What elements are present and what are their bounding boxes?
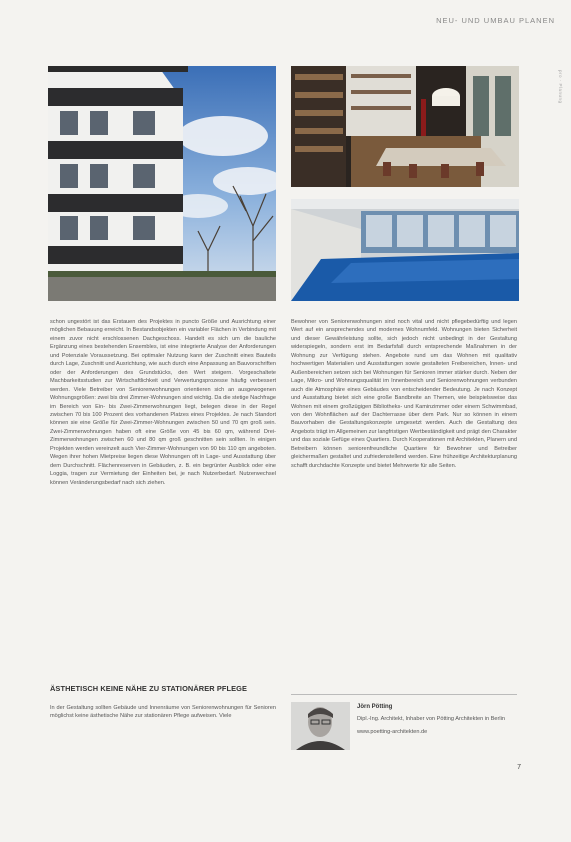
article-paragraph: In der Gestaltung sollten Gebäude und Innenräume von Seniorenwohnungen für Senioren möglichst keine ästhetische Nähe zur stationären Pflege aufweisen. Viele [50, 705, 276, 720]
author-info [357, 703, 517, 736]
author-photo [291, 702, 350, 750]
side-text: pro · Planung [558, 70, 563, 104]
author-website-link[interactable]: www.poetting-architekten.de [357, 728, 428, 735]
author-name: Jörn Pötting [357, 704, 393, 710]
article-column-2 [291, 318, 517, 470]
article-subheading: ÄSTHETISCH KEINE NÄHE ZU STATIONÄRER PFLEGE [50, 684, 248, 693]
article-column-1 [50, 318, 276, 487]
article-paragraph: schon ungestört ist das Erstauen des Projektes in puncto Größe und Ausrichtung einer möglichen Bebauung erreicht. In Bestandsobjekten ein variabler Flächen in Verbindung mit einem zuvor nicht erschlossenen Dachgeschoss. Handelt es sich um die bauliche Ergänzung eines bestehenden Ensembles, ist eine integrierte Analyse der Anforderungen und Potenziale Voraussetzung. Bei optimaler Nutzung kann der Zuschnitt eines Bauteils durch Lage, Zuschnitt und Ausrichtung, wie auch durch eine Anpassung an Bauvorschriften oder der Anforderungen des Grundstücks, den Wert steigern. Vorgeschaltete Machbarkeitsstudien zur Wirtschaftlichkeit und Verwertungsprozesse häufig verbessert werden. Viele Betreiber von Seniorenwohnungen orientieren sich an ausgewogenen Wohnungsgrößen: zwei bis drei Zimmer-Wohnungen sind wichtig. Da die stetige Nachfrage im Bereich von Ein- bis Zwei-Zimmerwohnungen liegt, belegen diese in der Regel zwischen 70 bis 100 Prozent des vorhandenen Platzes eines Projektes. Je nach Standort können sie eine Größe für Zwei-Zimmer-Wohnungen zwischen 50 und 70 qm groß sein. Zwei-Zimmerwohnungen haben oft eine Größe von 45 bis 60 qm, während Drei-Zimmerwohnungen zwischen 60 und 80 qm groß geschnitten sein sollten. In einigen Projekten werden vereinzelt auch Vier-Zimmer-Wohnungen von 90 bis 110 qm angeboten. Wegen ihrer hohen Mietpreise liegen diese Wohnungen oft in Lage- und Ausstattung über dem Durchschnitt. Flächenreserven in Gebäuden, z. B. ein begrünter Ausblick oder eine Loggia, tragen zur Vermietung der Einheiten bei, je nach Nutzerbedarf. Nutzerwechsel können Veränderungsbedarf nach sich ziehen. [50, 319, 276, 486]
article-paragraph: Bewohner von Seniorenwohnungen sind noch vital und nicht pflegebedürftig und legen Wert auf ein ansprechendes und modernes Wohnumfeld. Wohnungen bieten Sicherheit und dieser Gewährleistung sollte, sich jedoch nicht unbedingt in der Gestaltung widerspiegeln, sondern erst im Bedarfsfall durch entsprechende Maßnahmen in der Wohnung zur Verfügung stehen. Angebote rund um das Wohnen mit qualitativ hochwertigen Materialien und Ausstattungen sowie gestalteten Freibereichen, Innen- und Außenbereichen setzen sich bei Wohnungen für Senioren immer stärker durch. Neben der Lage, Mikro- und Wohnungsqualität im Innenbereich und Seniorenwohnungen verbunden auch die Atmosphäre eines Gebäudes von entscheidender Bedeutung. Je nach Konzept und Ausstattung bietet sich eine große Bandbreite an Themen, wie beispielsweise das Wohnen mit einem großzügigen Bibliotheks- und Kaminzimmer oder einem Schwimmbad, von den Wohnflächen auf der Dachterrasse über dem Park. Nur so können in einem Bauvorhaben die Gestaltungskonzepte umgesetzt werden. Auch die Gestaltung des Angebots trägt im Allgemeinen zur langfristigen Wertbeständigkeit und prägt den Charakter und das soziale Gefüge eines Quartiers. Durch Kooperationen mit Architekten, Planern und Betreibern können seniorenfreundliche Quartiere für Bewohner und Betreiber gleichermaßen gestaltet und zufriedenstellend werden. Eine frühzeitige Architekturplanung schafft durchdachte Konzepte und bietet Mehrwerte für alle Seiten. [291, 319, 517, 469]
library-photo [291, 66, 519, 187]
author-divider [291, 694, 517, 695]
page-number: 7 [517, 764, 521, 771]
section-label: NEU- UND UMBAU PLANEN [436, 16, 555, 25]
building-photo [48, 66, 276, 301]
author-title: Dipl.-Ing. Architekt, Inhaber von Pötting Architekten in Berlin [357, 716, 506, 723]
article-column-1-continued [50, 704, 276, 721]
pool-photo [291, 199, 519, 301]
